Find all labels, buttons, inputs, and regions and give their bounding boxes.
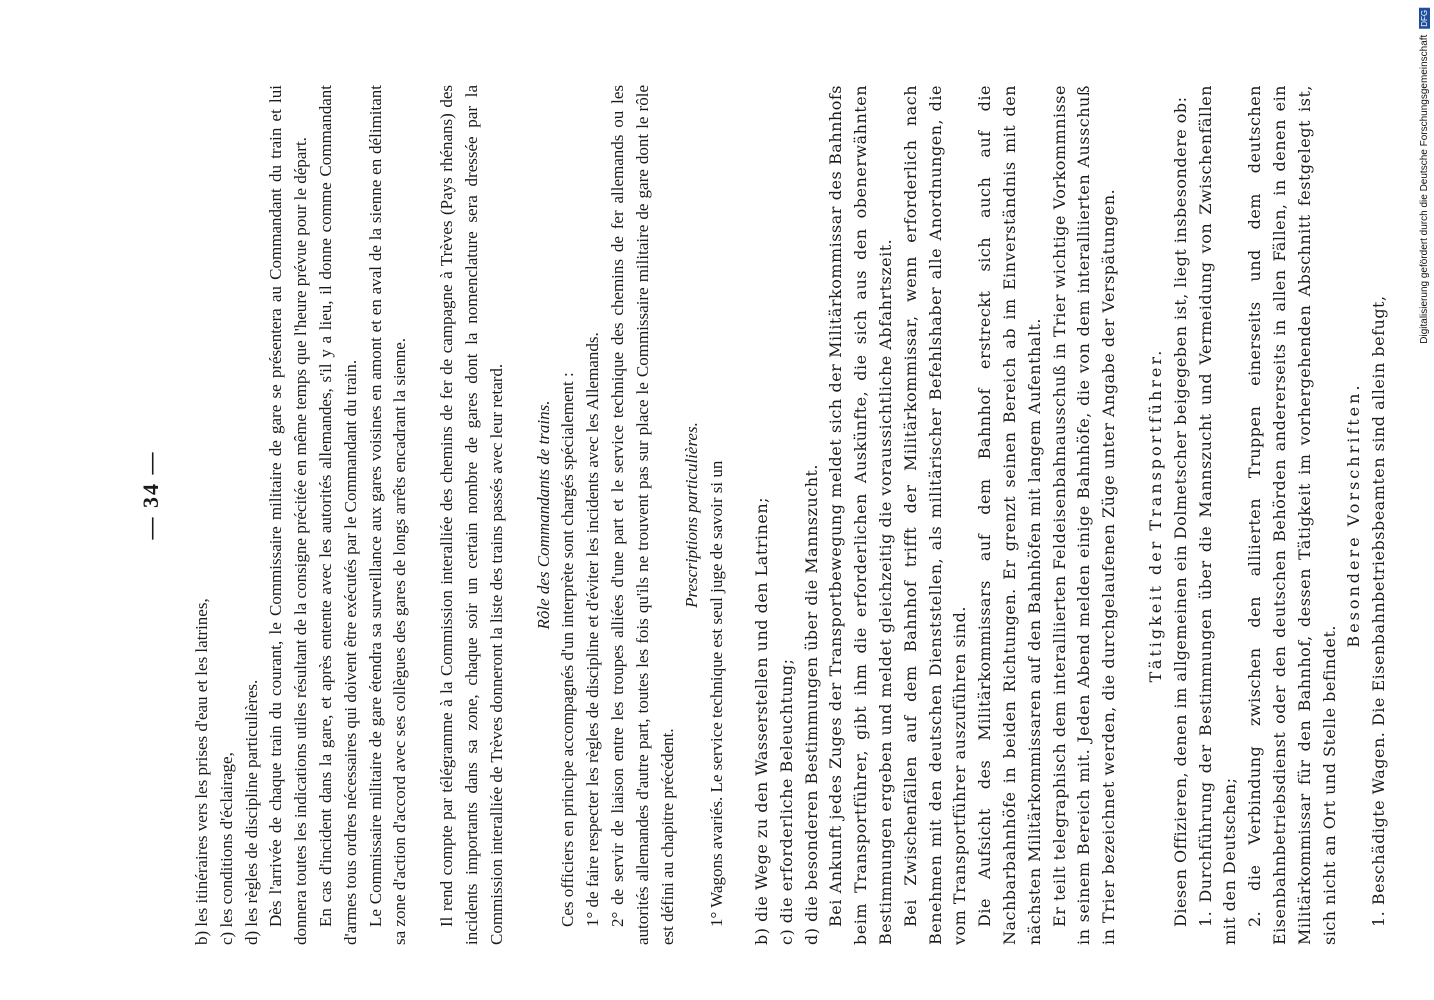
paragraph: Die Aufsicht des Militärkommissars auf dem Bahnhof erstreckt sich auch auf die Nachbarbahnhöfe in beiden Richtungen. Er grenzt seinen Bereich ab im Einverständnis mit den nächsten Militärkommissaren auf den Bahnhöfen mit langem Aufenthalt.	[975, 85, 1044, 945]
dfg-logo: DFG	[1420, 10, 1429, 27]
rotated-page-content	[130, 45, 1389, 945]
list-item: b) die Wege zu den Wasserstellen und den Latrinen;	[752, 496, 771, 945]
paragraph: Il rend compte par télégramme à la Commission interalliée des chemins de fer de campagne à Trèves (Pays rhénans) des incidents importants dans sa zone, chaque soir un certain nombre de gares dont la nomenclature sera dressée par la Commission interalliée de Trèves donneront la liste des trains passés avec leur retard.	[437, 85, 506, 945]
list-item: d) die besonderen Bestimmungen über die Mannszucht.	[801, 463, 821, 945]
section-heading: Tätigkeit der Transportführer.	[1145, 347, 1165, 683]
paragraph: En cas d'incident dans la gare, et après entente avec les autorités allemandes, s'il y a lieu, il donne comme Commandant d'armes tous ordres nécessaires qui doivent être exécutés par le Commandant du train.	[315, 85, 360, 945]
paragraph: 1. Beschädigte Wagen. Die Eisenbahnbetriebsbeamten sind allein befugt,	[1369, 295, 1389, 927]
list-item: b) les itinéraires vers les prises d'eau et les latrines,	[192, 598, 211, 945]
paragraph: 2° de servir de liaison entre les troupes alliées d'une part et le service technique des chemins de fer allemands ou les autorités allemandes d'autre part, toutes les fois qu'ils ne trouvent pas sur place le Commissaire militaire de gare dont le rôle est défini au chapitre précédent.	[607, 85, 677, 945]
paragraph: Dès l'arrivée de chaque train du courant, le Commissaire militaire de gare se présentera au Commandant du train et lui donnera toutes les indications utiles résultant de la consigne précitée en même temps que l'heure prévue pour le départ.	[266, 85, 311, 945]
section-heading: Besondere Vorschriften.	[1344, 382, 1364, 648]
paragraph: 2. die Verbindung zwischen den alliierten Truppen einerseits und dem deutschen Eisenbahnbetriebsdienst oder den deutschen Behörden andererseits in allen Fällen, in denen ein Militärkommissar für den Bahnhof, dessen Tätigkeit im vorhergehenden Abschnitt festgelegt ist, sich nicht an Ort und Stelle befindet.	[1245, 85, 1339, 945]
list-item: c) les conditions d'éclairage,	[216, 752, 236, 945]
paragraph: Bei Ankunft jedes Zuges der Transportbewegung meldet sich der Militärkommissar des Bahnhofs beim Transportführer, gibt ihm die erforderlichen Auskünfte, die sich aus den obenerwähnten Bestimmungen ergeben und meldet gleichzeitig die voraussichtliche Abfahrtszeit.	[826, 85, 895, 945]
paragraph: Diesen Offizieren, denen im allgemeinen ein Dolmetscher beigegeben ist, liegt insbesondere ob:	[1170, 96, 1190, 927]
paragraph: 1. Durchführung der Bestimmungen über die Mannszucht und Vermeidung von Zwischenfällen mit den Deutschen;	[1195, 85, 1240, 945]
section-heading: Prescriptions particulières.	[682, 422, 702, 608]
paragraph: 1° Wagons avariés. Le service technique est seul juge de savoir si un	[707, 460, 727, 927]
section-heading: Rôle des Commandants de trains.	[533, 400, 553, 630]
paragraph: Er teilt telegraphisch dem interalliierten Feldeisenbahnausschuß in Trier wichtige Vorkommnisse in seinem Bereich mit. Jeden Abend melden einige Bahnhöfe, die von dem interalliierten Ausschuß in Trier bezeichnet werden, die durchgelaufenen Züge unter Angabe der Verspätungen.	[1049, 85, 1119, 945]
list-item: d) les règles de discipline particulières.	[241, 679, 261, 945]
paragraph: Bei Zwischenfällen auf dem Bahnhof trifft der Militärkommissar, wenn erforderlich nach Benehmen mit den deutschen Dienststellen, als militärischer Befehlshaber alle Anordnungen, die vom Transportführer auszuführen sind.	[900, 85, 970, 945]
paragraph: 1° de faire respecter les règles de discipline et d'éviter les incidents avec les Allemands.	[583, 332, 603, 927]
german-column	[750, 85, 1392, 945]
list-item: c) die erforderliche Beleuchtung;	[776, 658, 796, 945]
paragraph: Ces officiers en principe accompagnés d'un interprète sont chargés spécialement :	[558, 372, 578, 927]
page-number: — 34 —	[138, 450, 163, 540]
digitization-credit	[1419, 8, 1430, 344]
french-column	[190, 85, 730, 945]
paragraph: Le Commissaire militaire de gare étendra sa surveillance aux gares voisines en amont et en aval de la sienne en délimitant sa zone d'action d'accord avec ses collègues des gares de longs arrêts encadrant la sienne.	[365, 85, 410, 945]
credit-text: Digitalisierung gefördert durch die Deutsche Forschungsgemeinschaft	[1419, 34, 1430, 344]
